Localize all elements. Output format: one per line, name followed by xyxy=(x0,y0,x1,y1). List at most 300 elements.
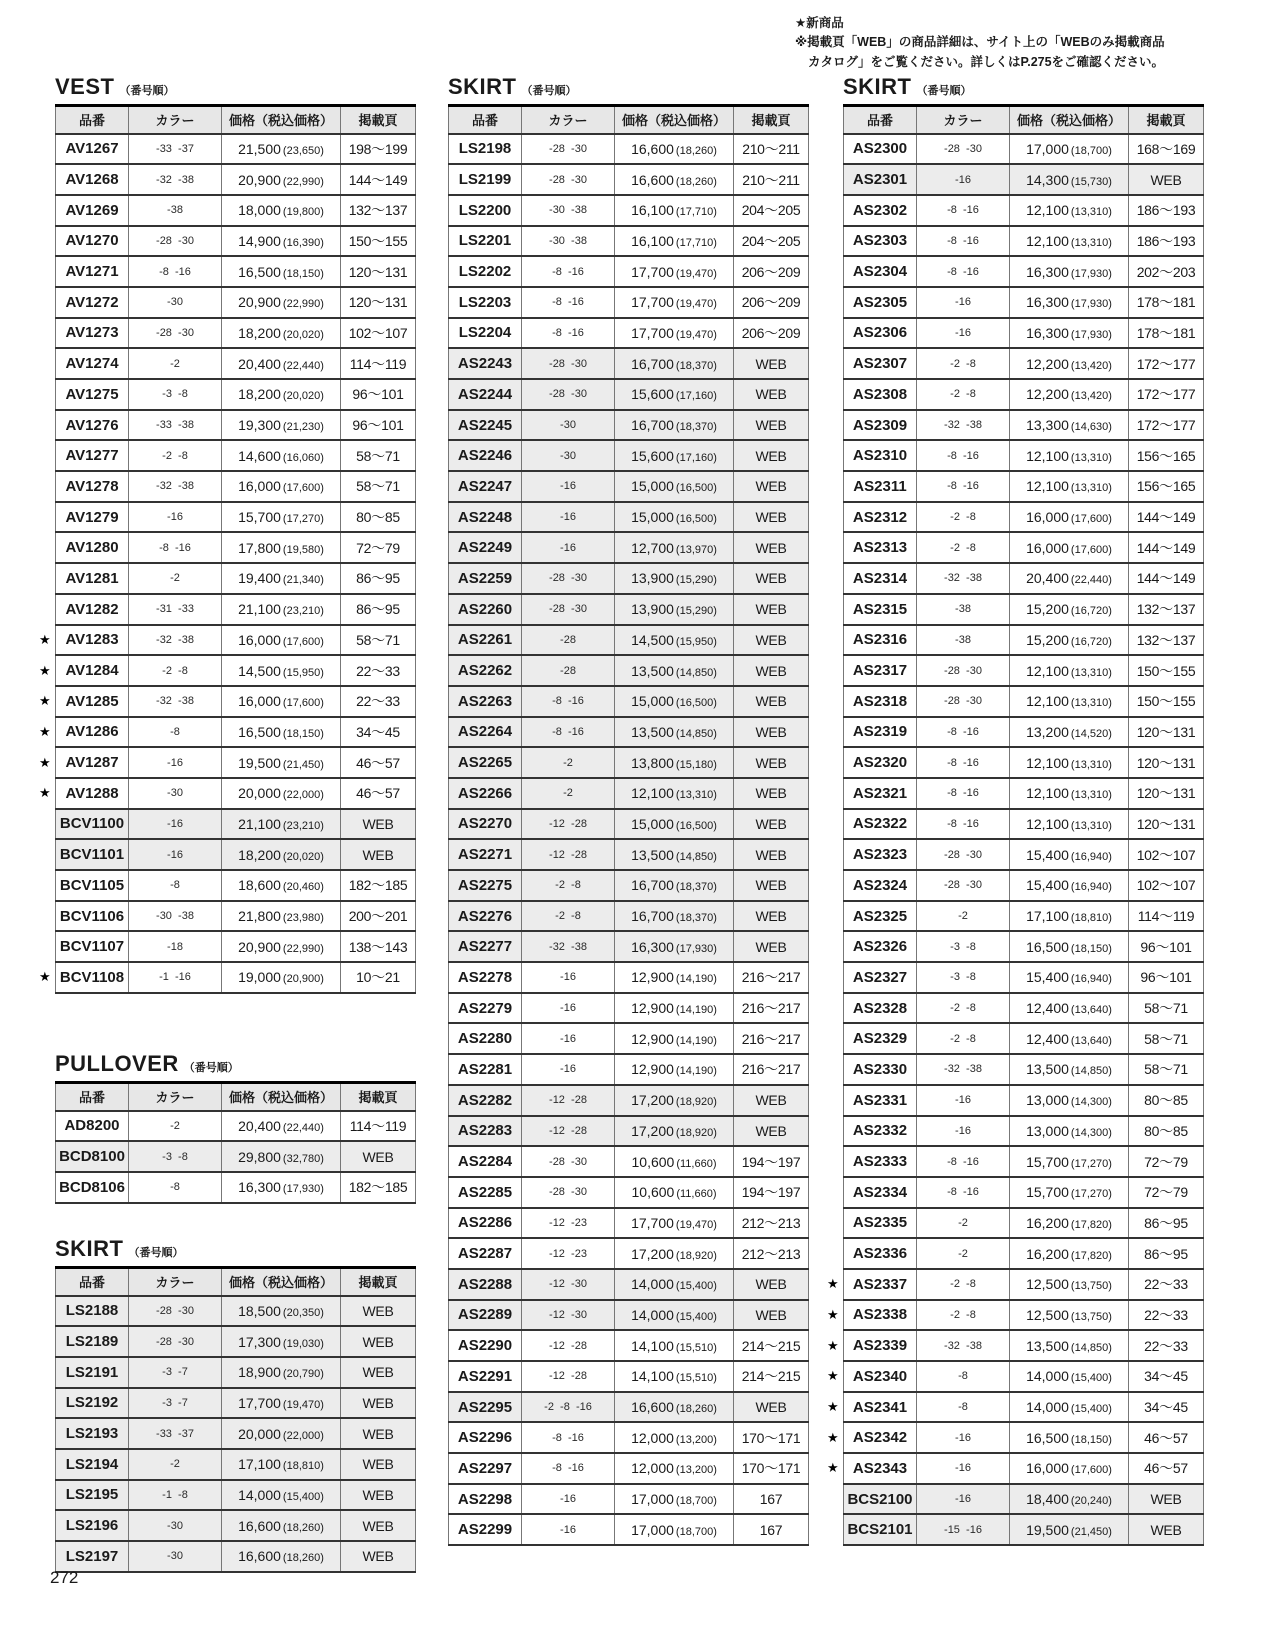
color-cell: -16 xyxy=(129,839,222,870)
table-row xyxy=(449,1453,809,1484)
price-value: 21,100 xyxy=(238,601,281,618)
table-row xyxy=(844,195,1204,226)
item-number: AV1280 xyxy=(65,539,119,557)
price-cell xyxy=(222,1510,341,1541)
price-value: 12,100 xyxy=(631,785,674,802)
table-row xyxy=(56,594,416,625)
listed-page-cell: 120～131 xyxy=(341,256,416,287)
listed-page-cell: WEB xyxy=(341,1326,416,1357)
price-cell xyxy=(615,1361,734,1392)
tax-included-price: (13,200) xyxy=(675,1433,717,1446)
color-cell: -3 -8 xyxy=(917,962,1010,993)
table-row xyxy=(56,1111,416,1142)
color-cell: -2 xyxy=(917,1208,1010,1239)
color-cell: -16 xyxy=(522,532,615,563)
table-row xyxy=(844,931,1204,962)
price-value: 16,300 xyxy=(1026,263,1069,280)
listed-page-cell: 34～45 xyxy=(1129,1392,1204,1423)
price-cell xyxy=(1010,686,1129,717)
price-value: 18,600 xyxy=(238,877,281,894)
table-row xyxy=(449,1054,809,1085)
item-number: AS2282 xyxy=(457,1091,513,1109)
item-number-cell xyxy=(844,440,917,471)
color-cell: -28 -30 xyxy=(917,839,1010,870)
table-row xyxy=(844,778,1204,809)
section-skirt-left xyxy=(55,1236,416,1573)
price-value: 15,000 xyxy=(631,815,674,832)
table-row xyxy=(449,287,809,318)
table-row xyxy=(449,410,809,441)
tax-included-price: (21,340) xyxy=(282,574,324,587)
item-number: AS2316 xyxy=(852,631,908,649)
table-row xyxy=(449,931,809,962)
listed-page-cell: 120～131 xyxy=(341,287,416,318)
price-value: 16,600 xyxy=(238,1548,281,1565)
color-cell: -8 -16 xyxy=(917,226,1010,257)
color-cell: -16 xyxy=(917,1116,1010,1147)
item-number: AS2283 xyxy=(457,1122,513,1140)
price-value: 20,400 xyxy=(238,355,281,372)
item-number: AV1274 xyxy=(65,355,119,373)
new-item-star-icon: ★ xyxy=(39,754,51,770)
tax-included-price: (22,000) xyxy=(282,1429,324,1442)
item-number-cell xyxy=(844,1208,917,1239)
tax-included-price: (15,400) xyxy=(282,1490,324,1503)
listed-page-cell: 182～185 xyxy=(341,1172,416,1203)
item-number-cell xyxy=(449,809,522,840)
tax-included-price: (14,850) xyxy=(675,850,717,863)
table-row xyxy=(844,1361,1204,1392)
table-row xyxy=(56,164,416,195)
color-cell: -28 -30 xyxy=(522,563,615,594)
price-value: 16,600 xyxy=(631,140,674,157)
listed-page-cell: 212～213 xyxy=(734,1238,809,1269)
item-number-cell xyxy=(56,1510,129,1541)
table-row xyxy=(449,655,809,686)
color-cell: -8 -16 xyxy=(522,287,615,318)
listed-page-cell: 144～149 xyxy=(1129,563,1204,594)
item-number-cell xyxy=(449,1422,522,1453)
listed-page-cell: 144～149 xyxy=(1129,502,1204,533)
price-cell xyxy=(1010,1177,1129,1208)
item-number-cell xyxy=(56,839,129,870)
new-item-star-icon: ★ xyxy=(39,693,51,709)
price-cell xyxy=(615,1116,734,1147)
tax-included-price: (17,710) xyxy=(675,206,717,219)
price-value: 18,200 xyxy=(238,386,281,403)
listed-page-cell: WEB xyxy=(341,809,416,840)
price-value: 12,100 xyxy=(1026,202,1069,219)
price-value: 15,600 xyxy=(631,447,674,464)
item-number-cell xyxy=(56,1418,129,1449)
listed-page-cell: 22～33 xyxy=(1129,1300,1204,1331)
item-number: BCV1108 xyxy=(59,968,125,986)
price-value: 13,500 xyxy=(631,723,674,740)
color-cell: -2 -8 xyxy=(917,532,1010,563)
price-cell xyxy=(222,226,341,257)
price-cell xyxy=(615,1453,734,1484)
product-table xyxy=(448,104,809,1546)
price-value: 16,300 xyxy=(1026,294,1069,311)
color-cell: -8 -16 xyxy=(129,532,222,563)
price-value: 13,500 xyxy=(631,662,674,679)
price-cell xyxy=(222,440,341,471)
listed-page-cell: 114～119 xyxy=(1129,901,1204,932)
color-cell: -2 xyxy=(129,348,222,379)
price-cell xyxy=(615,747,734,778)
color-cell: -3 -8 xyxy=(129,1141,222,1172)
price-value: 16,700 xyxy=(631,877,674,894)
table-row xyxy=(56,287,416,318)
price-cell xyxy=(1010,1422,1129,1453)
price-cell xyxy=(1010,1392,1129,1423)
price-value: 17,000 xyxy=(631,1491,674,1508)
price-cell xyxy=(1010,1269,1129,1300)
price-value: 17,200 xyxy=(631,1092,674,1109)
listed-page-cell: WEB xyxy=(734,839,809,870)
tax-included-price: (15,400) xyxy=(1070,1372,1112,1385)
table-row xyxy=(449,256,809,287)
price-value: 12,100 xyxy=(1026,693,1069,710)
table-row xyxy=(449,379,809,410)
table-row xyxy=(449,1023,809,1054)
item-number: AS2317 xyxy=(852,662,908,680)
price-cell xyxy=(615,318,734,349)
item-number-cell xyxy=(844,870,917,901)
price-value: 16,500 xyxy=(1026,938,1069,955)
table-row xyxy=(844,471,1204,502)
price-cell xyxy=(222,563,341,594)
tax-included-price: (19,580) xyxy=(282,543,324,556)
product-table xyxy=(39,104,416,994)
item-number: AS2303 xyxy=(852,232,908,250)
color-cell: -32 -38 xyxy=(917,1054,1010,1085)
color-cell: -12 -28 xyxy=(522,1085,615,1116)
tax-included-price: (13,640) xyxy=(1070,1034,1112,1047)
listed-page-cell: WEB xyxy=(341,1510,416,1541)
price-cell xyxy=(1010,287,1129,318)
price-value: 15,000 xyxy=(631,478,674,495)
color-cell: -15 -16 xyxy=(917,1514,1010,1545)
price-cell xyxy=(222,594,341,625)
item-number-cell xyxy=(844,563,917,594)
color-cell: -2 xyxy=(129,1111,222,1142)
price-value: 21,500 xyxy=(238,140,281,157)
listed-page-cell: 120～131 xyxy=(1129,747,1204,778)
color-cell: -2 -8 xyxy=(917,379,1010,410)
section-title-sub: （番号順） xyxy=(119,85,175,97)
tax-included-price: (16,390) xyxy=(282,236,324,249)
tax-included-price: (23,210) xyxy=(282,819,324,832)
item-number: AV1279 xyxy=(65,508,119,526)
price-cell xyxy=(615,778,734,809)
color-cell: -8 -16 xyxy=(522,1453,615,1484)
color-cell: -16 xyxy=(129,747,222,778)
listed-page-cell: WEB xyxy=(734,1269,809,1300)
color-cell: -30 xyxy=(522,410,615,441)
price-cell xyxy=(615,1330,734,1361)
color-cell: -3 -8 xyxy=(129,379,222,410)
price-value: 12,100 xyxy=(1026,754,1069,771)
table-row xyxy=(844,1422,1204,1453)
item-number: LS2203 xyxy=(458,293,512,311)
table-row xyxy=(844,717,1204,748)
item-number-cell xyxy=(449,256,522,287)
table-row xyxy=(844,1453,1204,1484)
item-number-cell xyxy=(39,747,129,778)
listed-page-cell: WEB xyxy=(734,778,809,809)
price-value: 16,700 xyxy=(631,908,674,925)
header-color: カラー xyxy=(917,106,1010,134)
listed-page-cell: WEB xyxy=(734,502,809,533)
table-row xyxy=(56,1541,416,1572)
price-value: 12,000 xyxy=(631,1429,674,1446)
table-row xyxy=(449,594,809,625)
item-number-cell xyxy=(827,1300,917,1331)
tax-included-price: (18,370) xyxy=(675,912,717,925)
item-number: AS2324 xyxy=(852,876,908,894)
color-cell: -28 xyxy=(522,625,615,656)
tax-included-price: (13,310) xyxy=(1070,482,1112,495)
item-number-cell xyxy=(449,686,522,717)
listed-page-cell: 114～119 xyxy=(341,1111,416,1142)
section-title xyxy=(843,74,1204,100)
item-number-cell xyxy=(449,1484,522,1515)
price-cell xyxy=(615,1054,734,1085)
item-number: AS2305 xyxy=(852,293,908,311)
item-number-cell xyxy=(844,778,917,809)
item-number: AS2333 xyxy=(852,1153,908,1171)
section-title-sub: （番号順） xyxy=(128,1247,184,1259)
item-number: AS2260 xyxy=(457,600,513,618)
item-number: LS2200 xyxy=(458,201,512,219)
header-price: 価格（税込価格） xyxy=(222,1083,341,1111)
price-cell xyxy=(1010,532,1129,563)
item-number-cell xyxy=(449,625,522,656)
price-value: 16,700 xyxy=(631,417,674,434)
tax-included-price: (17,160) xyxy=(675,451,717,464)
tax-included-price: (17,930) xyxy=(1070,298,1112,311)
price-value: 19,400 xyxy=(238,570,281,587)
price-cell xyxy=(615,348,734,379)
table-row xyxy=(844,1146,1204,1177)
item-number-cell xyxy=(449,1208,522,1239)
item-number-cell xyxy=(56,471,129,502)
item-number: AS2286 xyxy=(457,1214,513,1232)
item-number-cell xyxy=(56,1326,129,1357)
tax-included-price: (14,850) xyxy=(675,666,717,679)
item-number-cell xyxy=(844,134,917,165)
price-value: 17,000 xyxy=(631,1521,674,1538)
price-value: 16,300 xyxy=(631,938,674,955)
tax-included-price: (18,370) xyxy=(675,359,717,372)
listed-page-cell: 204～205 xyxy=(734,195,809,226)
web-note-line-2: カタログ」をご覧ください。詳しくはP.275をご確認ください。 xyxy=(808,54,1165,69)
price-cell xyxy=(1010,1361,1129,1392)
color-cell: -8 xyxy=(129,717,222,748)
listed-page-cell: 178～181 xyxy=(1129,287,1204,318)
item-number: AS2326 xyxy=(852,938,908,956)
color-cell: -2 -8 xyxy=(917,1269,1010,1300)
price-cell xyxy=(615,410,734,441)
listed-page-cell: 214～215 xyxy=(734,1330,809,1361)
color-cell: -12 -28 xyxy=(522,809,615,840)
item-number: AS2279 xyxy=(457,999,513,1017)
item-number-cell xyxy=(449,348,522,379)
item-number: AV1283 xyxy=(65,631,119,649)
color-cell: -8 -16 xyxy=(917,195,1010,226)
section-title-sub: （番号順） xyxy=(183,1062,239,1074)
item-number: LS2198 xyxy=(458,140,512,158)
section-title-text: SKIRT xyxy=(448,74,517,99)
price-cell xyxy=(1010,1453,1129,1484)
item-number: AS2289 xyxy=(457,1306,513,1324)
table-row xyxy=(844,226,1204,257)
listed-page-cell: 156～165 xyxy=(1129,471,1204,502)
listed-page-cell: 178～181 xyxy=(1129,318,1204,349)
listed-page-cell: 58～71 xyxy=(341,625,416,656)
listed-page-cell: 46～57 xyxy=(341,778,416,809)
price-value: 16,000 xyxy=(238,478,281,495)
color-cell: -8 -16 xyxy=(522,1422,615,1453)
item-number-cell xyxy=(449,226,522,257)
item-number: AS2288 xyxy=(457,1275,513,1293)
item-number-cell xyxy=(56,287,129,318)
item-number-cell xyxy=(56,594,129,625)
listed-page-cell: WEB xyxy=(734,717,809,748)
price-value: 20,900 xyxy=(238,294,281,311)
tax-included-price: (17,600) xyxy=(1070,543,1112,556)
tax-included-price: (22,440) xyxy=(1070,574,1112,587)
item-number-cell xyxy=(449,962,522,993)
table-row xyxy=(844,440,1204,471)
tax-included-price: (16,720) xyxy=(1070,635,1112,648)
item-number-cell xyxy=(449,1269,522,1300)
item-number-cell xyxy=(56,870,129,901)
item-number: AS2245 xyxy=(457,416,513,434)
item-number-cell xyxy=(844,1484,917,1515)
price-value: 14,000 xyxy=(631,1276,674,1293)
item-number: AS2247 xyxy=(457,477,513,495)
tax-included-price: (14,520) xyxy=(1070,727,1112,740)
table-header-row xyxy=(844,106,1204,134)
item-number: BCV1101 xyxy=(59,846,125,864)
price-value: 12,400 xyxy=(1026,1000,1069,1017)
table-header-row xyxy=(449,106,809,134)
table-row xyxy=(56,256,416,287)
header-item-number: 品番 xyxy=(56,106,129,134)
price-value: 17,100 xyxy=(238,1456,281,1473)
item-number-cell xyxy=(844,1054,917,1085)
price-value: 12,100 xyxy=(1026,447,1069,464)
color-cell: -8 -16 xyxy=(917,1177,1010,1208)
table-row xyxy=(449,348,809,379)
listed-page-cell: 86～95 xyxy=(341,594,416,625)
color-cell: -16 xyxy=(129,502,222,533)
table-row xyxy=(844,655,1204,686)
header-price: 価格（税込価格） xyxy=(1010,106,1129,134)
item-number-cell xyxy=(827,1422,917,1453)
color-cell: -30 -38 xyxy=(522,195,615,226)
item-number-cell xyxy=(449,778,522,809)
price-value: 15,200 xyxy=(1026,631,1069,648)
header-color: カラー xyxy=(129,106,222,134)
price-value: 12,100 xyxy=(1026,815,1069,832)
price-cell xyxy=(222,1418,341,1449)
listed-page-cell: 198～199 xyxy=(341,134,416,165)
tax-included-price: (22,990) xyxy=(282,175,324,188)
price-cell xyxy=(1010,410,1129,441)
table-row xyxy=(449,1238,809,1269)
table-row xyxy=(449,839,809,870)
table-row xyxy=(56,625,416,656)
web-note xyxy=(795,14,1215,72)
price-cell xyxy=(222,1326,341,1357)
item-number: BCV1105 xyxy=(59,876,125,894)
listed-page-cell: 10～21 xyxy=(341,962,416,993)
tax-included-price: (16,500) xyxy=(675,513,717,526)
listed-page-cell: 168～169 xyxy=(1129,134,1204,165)
price-value: 17,200 xyxy=(631,1245,674,1262)
section-skirt-right xyxy=(827,74,1204,1546)
tax-included-price: (19,470) xyxy=(675,328,717,341)
tax-included-price: (11,660) xyxy=(676,1188,717,1201)
item-number-cell xyxy=(844,471,917,502)
price-value: 14,600 xyxy=(238,447,281,464)
color-cell: -16 xyxy=(129,809,222,840)
price-value: 16,000 xyxy=(1026,539,1069,556)
item-number-cell xyxy=(449,164,522,195)
table-row xyxy=(449,1514,809,1545)
tax-included-price: (18,370) xyxy=(675,421,717,434)
table-row xyxy=(56,471,416,502)
section-title-text: PULLOVER xyxy=(55,1051,179,1076)
price-value: 17,700 xyxy=(631,294,674,311)
price-value: 15,200 xyxy=(1026,601,1069,618)
header-page: 掲載頁 xyxy=(341,1083,416,1111)
color-cell: -2 -8 xyxy=(917,502,1010,533)
item-number: AV1282 xyxy=(65,600,119,618)
listed-page-cell: WEB xyxy=(734,410,809,441)
price-cell xyxy=(222,410,341,441)
listed-page-cell: WEB xyxy=(734,901,809,932)
table-header xyxy=(56,106,416,134)
price-cell xyxy=(1010,502,1129,533)
price-cell xyxy=(1010,134,1129,165)
tax-included-price: (15,290) xyxy=(675,605,717,618)
price-value: 13,900 xyxy=(631,570,674,587)
listed-page-cell: 114～119 xyxy=(341,348,416,379)
color-cell: -2 xyxy=(129,563,222,594)
tax-included-price: (23,210) xyxy=(282,605,324,618)
header-price: 価格（税込価格） xyxy=(222,106,341,134)
color-cell: -28 xyxy=(522,655,615,686)
table-row xyxy=(844,625,1204,656)
price-value: 16,500 xyxy=(238,723,281,740)
table-row xyxy=(56,962,416,993)
item-number-cell xyxy=(844,809,917,840)
listed-page-cell: 58～71 xyxy=(1129,1023,1204,1054)
price-cell xyxy=(1010,870,1129,901)
table-row xyxy=(844,1269,1204,1300)
tax-included-price: (18,920) xyxy=(675,1126,717,1139)
item-number-cell xyxy=(39,655,129,686)
item-number: AS2281 xyxy=(457,1060,513,1078)
table-row xyxy=(56,778,416,809)
price-value: 18,000 xyxy=(238,202,281,219)
table-body xyxy=(56,1296,416,1572)
color-cell: -8 -16 xyxy=(129,256,222,287)
